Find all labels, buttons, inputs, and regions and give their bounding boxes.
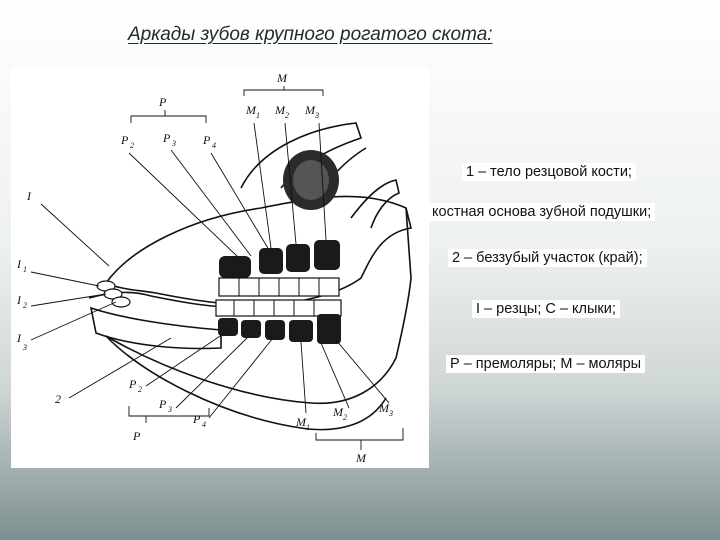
label-p3-lower: P — [159, 397, 167, 411]
lower-teeth — [216, 300, 341, 344]
svg-text:1: 1 — [23, 265, 27, 274]
label-i: I — [27, 189, 31, 203]
label-p2-upper: P — [121, 133, 129, 147]
svg-text:3: 3 — [172, 139, 176, 148]
svg-text:3: 3 — [315, 111, 319, 120]
label-p4-lower: P — [193, 412, 201, 426]
label-p4-upper: P — [203, 133, 211, 147]
label-m-upper: M — [277, 71, 287, 85]
pointer-lines — [31, 86, 403, 450]
legend-item-3: 2 – беззубый участок (край); — [448, 249, 647, 267]
label-2: 2 — [55, 392, 61, 406]
label-i1: I — [17, 257, 21, 271]
upper-teeth — [219, 240, 340, 296]
jaw-drawing — [11, 68, 429, 468]
svg-text:2: 2 — [138, 385, 142, 394]
dental-arcade-figure — [11, 68, 429, 468]
label-m3-upper: M — [305, 103, 315, 117]
label-m-lower: M — [356, 451, 366, 465]
label-p-upper: P — [159, 95, 167, 109]
legend-item-4: I – резцы; С – клыки; — [472, 300, 620, 318]
label-m2-lower: M — [333, 405, 343, 419]
legend-item-1: 1 – тело резцовой кости; — [462, 163, 636, 181]
svg-text:2: 2 — [285, 111, 289, 120]
label-m3-lower: M — [379, 401, 389, 415]
label-i2: I — [17, 293, 21, 307]
slide-title: Аркады зубов крупного рогатого скота: — [128, 24, 493, 45]
svg-text:1: 1 — [306, 423, 310, 432]
label-p2-lower: P — [129, 377, 137, 391]
legend-item-2: костная основа зубной подушки; — [428, 203, 655, 221]
svg-text:3: 3 — [168, 405, 172, 414]
svg-text:2: 2 — [343, 413, 347, 422]
legend-item-5: Р – премоляры; М – моляры — [446, 355, 645, 373]
label-p3-upper: P — [163, 131, 171, 145]
label-p-lower: P — [133, 429, 141, 443]
label-m2-upper: M — [275, 103, 285, 117]
svg-text:4: 4 — [212, 141, 216, 150]
svg-text:3: 3 — [389, 409, 393, 418]
svg-text:1: 1 — [256, 111, 260, 120]
label-i3: I — [17, 331, 21, 345]
label-m1-lower: M — [296, 415, 306, 429]
svg-text:3: 3 — [23, 343, 27, 352]
jaw-outline — [89, 123, 411, 430]
svg-text:2: 2 — [130, 141, 134, 150]
label-m1-upper: M — [246, 103, 256, 117]
upper-molar-crown — [283, 150, 339, 210]
svg-text:4: 4 — [202, 420, 206, 429]
svg-text:2: 2 — [23, 301, 27, 310]
